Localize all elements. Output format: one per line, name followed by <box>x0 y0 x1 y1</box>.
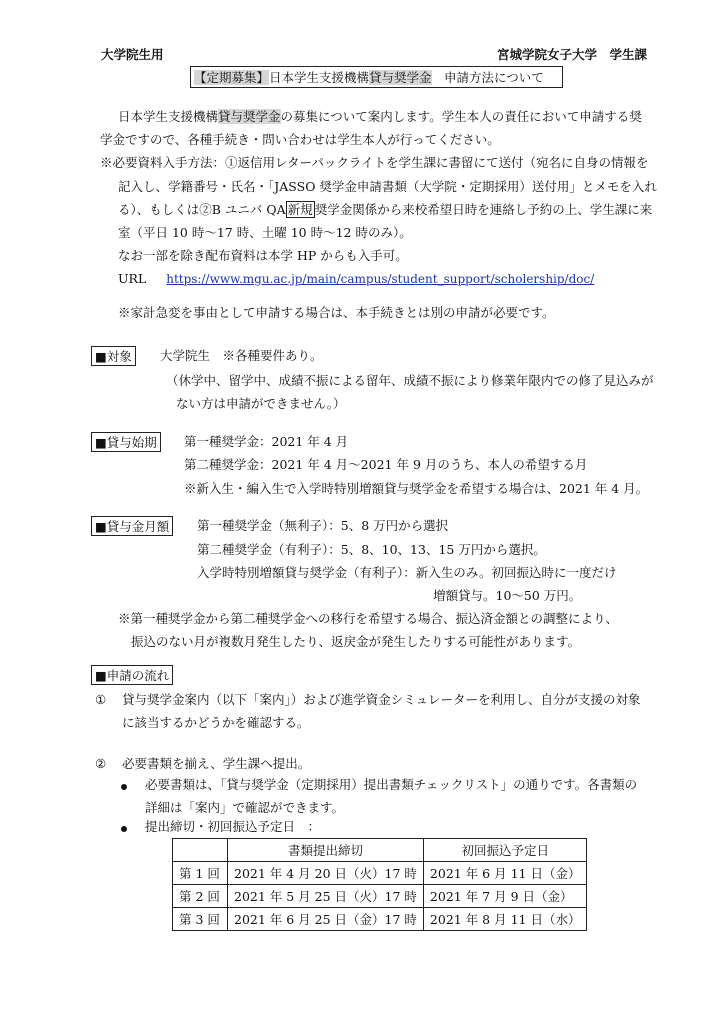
table-header-cell <box>173 839 228 862</box>
note-line-1: ※必要資料入手方法：①返信用レターパックライトを学生課に書留にて送付（宛名に自身の情報を <box>100 155 649 170</box>
intro-line-1 <box>118 111 642 124</box>
intro-shaded: 貸与奨学金 <box>218 109 281 124</box>
emergency-note: ※家計急変を事由として申請する場合は、本手続きとは別の申請が必要です。 <box>118 305 555 320</box>
note-l3-b: 奨学金関係から来校希望日時を連絡し予約の上、学生課に来 <box>314 202 653 217</box>
target-line-1: 大学院生 ※各種要件あり。 <box>160 348 323 363</box>
step-2-number: ② <box>95 756 107 771</box>
table-row <box>173 862 587 885</box>
table-row <box>173 908 587 931</box>
intro-org: 日本学生支援機構 <box>118 109 219 124</box>
bullet-1-line-1: 必要書類は、「貸与奨学金（定期採用）提出書類チェックリスト」の通りです。各書類の <box>145 777 638 792</box>
title-suffix: 申請方法について <box>431 70 544 85</box>
title-shaded: 貸与奨学金 <box>369 70 432 85</box>
schedule-table <box>172 838 587 931</box>
url-line <box>118 273 594 286</box>
table-cell: 2021 年 5 月 25 日（火）17 時 <box>228 885 424 908</box>
intro-rest: の募集について案内します。学生本人の責任において申請する奨 <box>280 109 642 124</box>
table-cell: 2021 年 6 月 11 日（金） <box>423 862 587 885</box>
table-cell: 第 2 回 <box>173 885 228 908</box>
doc-title <box>190 66 563 88</box>
bullet-icon <box>121 784 127 790</box>
note-line-3 <box>118 204 652 217</box>
url-label: URL <box>118 271 147 286</box>
bullet-2: 提出締切・初回振込予定日 ： <box>145 819 321 834</box>
section-target-label: ■対象 <box>91 346 136 366</box>
monthly-note-2: 振込のない月が複数月発生したり、返戻金が発生したりする可能性があります。 <box>131 634 581 649</box>
table-cell: 2021 年 4 月 20 日（火）17 時 <box>228 862 424 885</box>
note-line-4: 室（平日 10 時～17 時、土曜 10 時～12 時のみ）。 <box>118 225 412 240</box>
start-line-3: ※新入生・編入生で入学時特別増額貸与奨学金を希望する場合は、2021 年 4 月。 <box>184 481 649 496</box>
table-header-cell: 書類提出締切 <box>228 839 424 862</box>
section-flow-label: ■申請の流れ <box>91 665 173 685</box>
bullet-icon <box>121 826 127 832</box>
step-1-line-2: に該当するかどうかを確認する。 <box>122 715 310 730</box>
note-boxed-word: 新規 <box>287 202 313 217</box>
table-header-cell: 初回振込予定日 <box>423 839 587 862</box>
section-start-label: ■貸与始期 <box>91 432 161 452</box>
target-line-2: （休学中、留学中、成績不振による留年、成績不振により修業年限内での修了見込みが <box>166 373 654 388</box>
section-monthly-label: ■貸与金月額 <box>91 516 173 536</box>
note-l3-a: る）、もしくは②B ユニバ QA <box>118 202 286 217</box>
url-link[interactable]: https://www.mgu.ac.jp/main/campus/student_support/scholership/doc/ <box>166 272 595 286</box>
monthly-line-2: 第二種奨学金（有利子）：5、8、10、13、15 万円から選択。 <box>197 542 546 557</box>
step-1-number: ① <box>95 692 107 707</box>
note-line-2: 記入し、学籍番号・氏名・「JASSO 奨学金申請書類（大学院・定期採用）送付用」とメモを入れ <box>118 179 657 194</box>
table-row <box>173 885 587 908</box>
intro-line-2: 学金ですので、各種手続き・問い合わせは学生本人が行ってください。 <box>100 132 500 147</box>
table-cell: 第 1 回 <box>173 862 228 885</box>
step-1-line-1: 貸与奨学金案内（以下「案内」）および進学資金シミュレーターを利用し、自分が支援の対象 <box>122 692 641 707</box>
table-cell: 2021 年 6 月 25 日（金）17 時 <box>228 908 424 931</box>
step-2-line-1: 必要書類を揃え、学生課へ提出。 <box>122 756 311 771</box>
monthly-line-4: 増額貸与。10～50 万円。 <box>433 588 582 603</box>
start-line-1: 第一種奨学金：2021 年 4 月 <box>184 434 349 449</box>
start-line-2: 第二種奨学金：2021 年 4 月～2021 年 9 月のうち、本人の希望する月 <box>184 457 588 472</box>
note-line-5: なお一部を除き配布資料は本学 HP からも入手可。 <box>118 248 408 263</box>
title-prefix: 【定期募集】 <box>194 70 270 85</box>
doc-audience: 大学院生用 <box>101 47 164 62</box>
table-cell: 2021 年 7 月 9 日（金） <box>423 885 587 908</box>
bullet-1-line-2: 詳細は「案内」で確認ができます。 <box>145 800 345 815</box>
monthly-line-3: 入学時特別増額貸与奨学金（有利子）：新入生のみ。初回振込時に一度だけ <box>197 565 617 580</box>
table-header-row <box>173 839 587 862</box>
title-org: 日本学生支援機構 <box>269 70 370 85</box>
table-cell: 2021 年 8 月 11 日（水） <box>423 908 587 931</box>
target-line-3: ない方は申請ができません。） <box>176 396 346 411</box>
table-cell: 第 3 回 <box>173 908 228 931</box>
doc-issuer: 宮城学院女子大学 学生課 <box>497 47 648 62</box>
monthly-line-1: 第一種奨学金（無利子）：5、8 万円から選択 <box>197 518 449 533</box>
monthly-note-1: ※第一種奨学金から第二種奨学金への移行を希望する場合、振込済金額との調整により、 <box>118 611 619 626</box>
